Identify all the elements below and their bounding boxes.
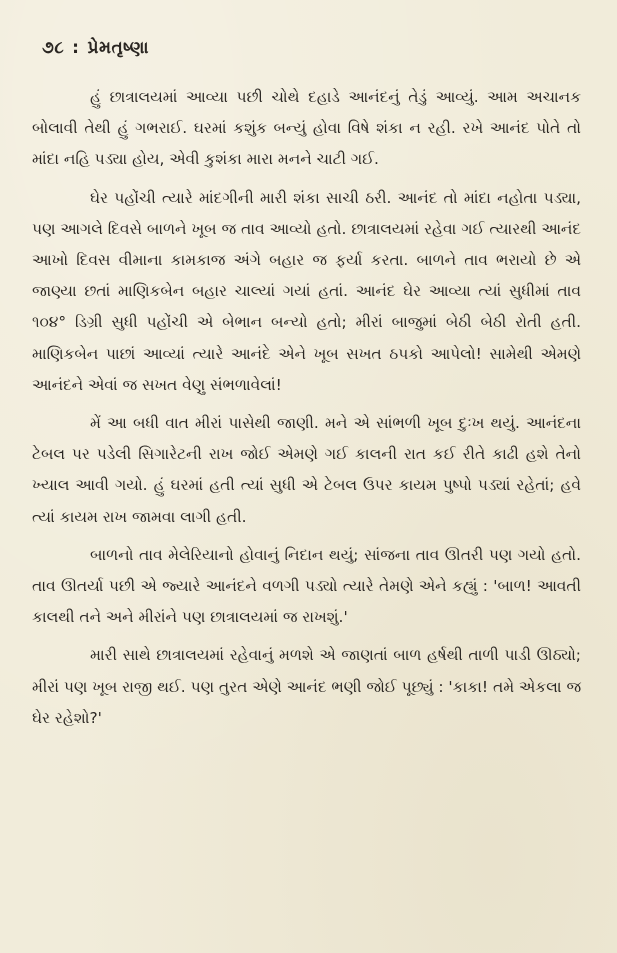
paragraph-2: ઘેર પહોંચી ત્યારે માંદગીની મારી શંકા સાચી ઠરી. આનંદ તો માંદા નહોતા પડ્યા, પણ આગલે દિવસે બાળને ખૂબ જ તાવ આવ્યો હતો. છાત્રાલયમાં રહેવા ગઈ ત્યારથી આનંદ આખો દિવસ વીમાના કામકાજ અંગે બહાર જ ફર્યા કરતા. બાળને તાવ ભરાયો છે એ જાણ્યા છતાં માણિકબેન બહાર ચાલ્યાં ગયાં હતાં. આનંદ ઘેર આવ્યા ત્યાં સુધીમાં તાવ ૧૦૪° ડિગ્રી સુધી પહોંચી એ બેભાન બન્યો હતો; મીરાં બાજુમાં બેઠી બેઠી રોતી હતી. માણિકબેન પાછાં આવ્યાં ત્યારે આનંદે એને ખૂબ સખત ઠપકો આપેલો! સામેથી એમણે આનંદને એવાં જ સખત વેણુ સંભળાવેલાં! [32, 188, 581, 394]
chapter-title: પ્રેમતૃષ્ણા [87, 38, 150, 58]
page-number: ૭૮ [42, 38, 65, 58]
header-separator: : [72, 38, 80, 58]
paragraph-5: મારી સાથે છાત્રાલયમાં રહેવાનું મળશે એ જાણતાં બાળ હર્ષથી તાળી પાડી ઊઠ્યો; મીરાં પણ ખૂબ રાજી થઈ. પણ તુરત એણે આનંદ ભણી જોઈ પૂછ્યું : 'કાકા! તમે એકલા જ ઘેર રહેશો?' [32, 646, 581, 727]
paragraph-3: મેં આ બધી વાત મીરાં પાસેથી જાણી. મને એ સાંભળી ખૂબ દુઃખ થયું. આનંદના ટેબલ પર પડેલી સિગારેટની રાખ જોઈ એમણે ગઈ કાલની રાત કઈ રીતે કાઢી હશે તેનો ખ્યાલ આવી ગયો. હું ઘરમાં હતી ત્યાં સુધી એ ટેબલ ઉપર કાયમ પુષ્પો પડ્યાં રહેતાં; હવે ત્યાં કાયમ રાખ જામવા લાગી હતી. [32, 414, 581, 526]
running-head [42, 38, 581, 58]
paragraph-1: હું છાત્રાલયમાં આવ્યા પછી ચોથે દહાડે આનંદનું તેડું આવ્યું. આમ અચાનક બોલાવી તેથી હું ગભરાઈ. ઘરમાં કશુંક બન્યું હોવા વિષે શંકા ન રહી. રખે આનંદ પોતે તો માંદા નહિ પડ્યા હોય, એવી કુશંકા મારા મનને ચાટી ગઈ. [32, 88, 581, 169]
paragraph-4: બાળનો તાવ મેલેરિયાનો હોવાનું નિદાન થયું; સાંજના તાવ ઊતરી પણ ગયો હતો. તાવ ઊતર્યા પછી એ જ્યારે આનંદને વળગી પડ્યો ત્યારે તેમણે એને કહ્યું : 'બાળ! આવતી કાલથી તને અને મીરાંને પણ છાત્રાલયમાં જ રાખશું.' [32, 545, 581, 627]
body-text [32, 82, 581, 734]
